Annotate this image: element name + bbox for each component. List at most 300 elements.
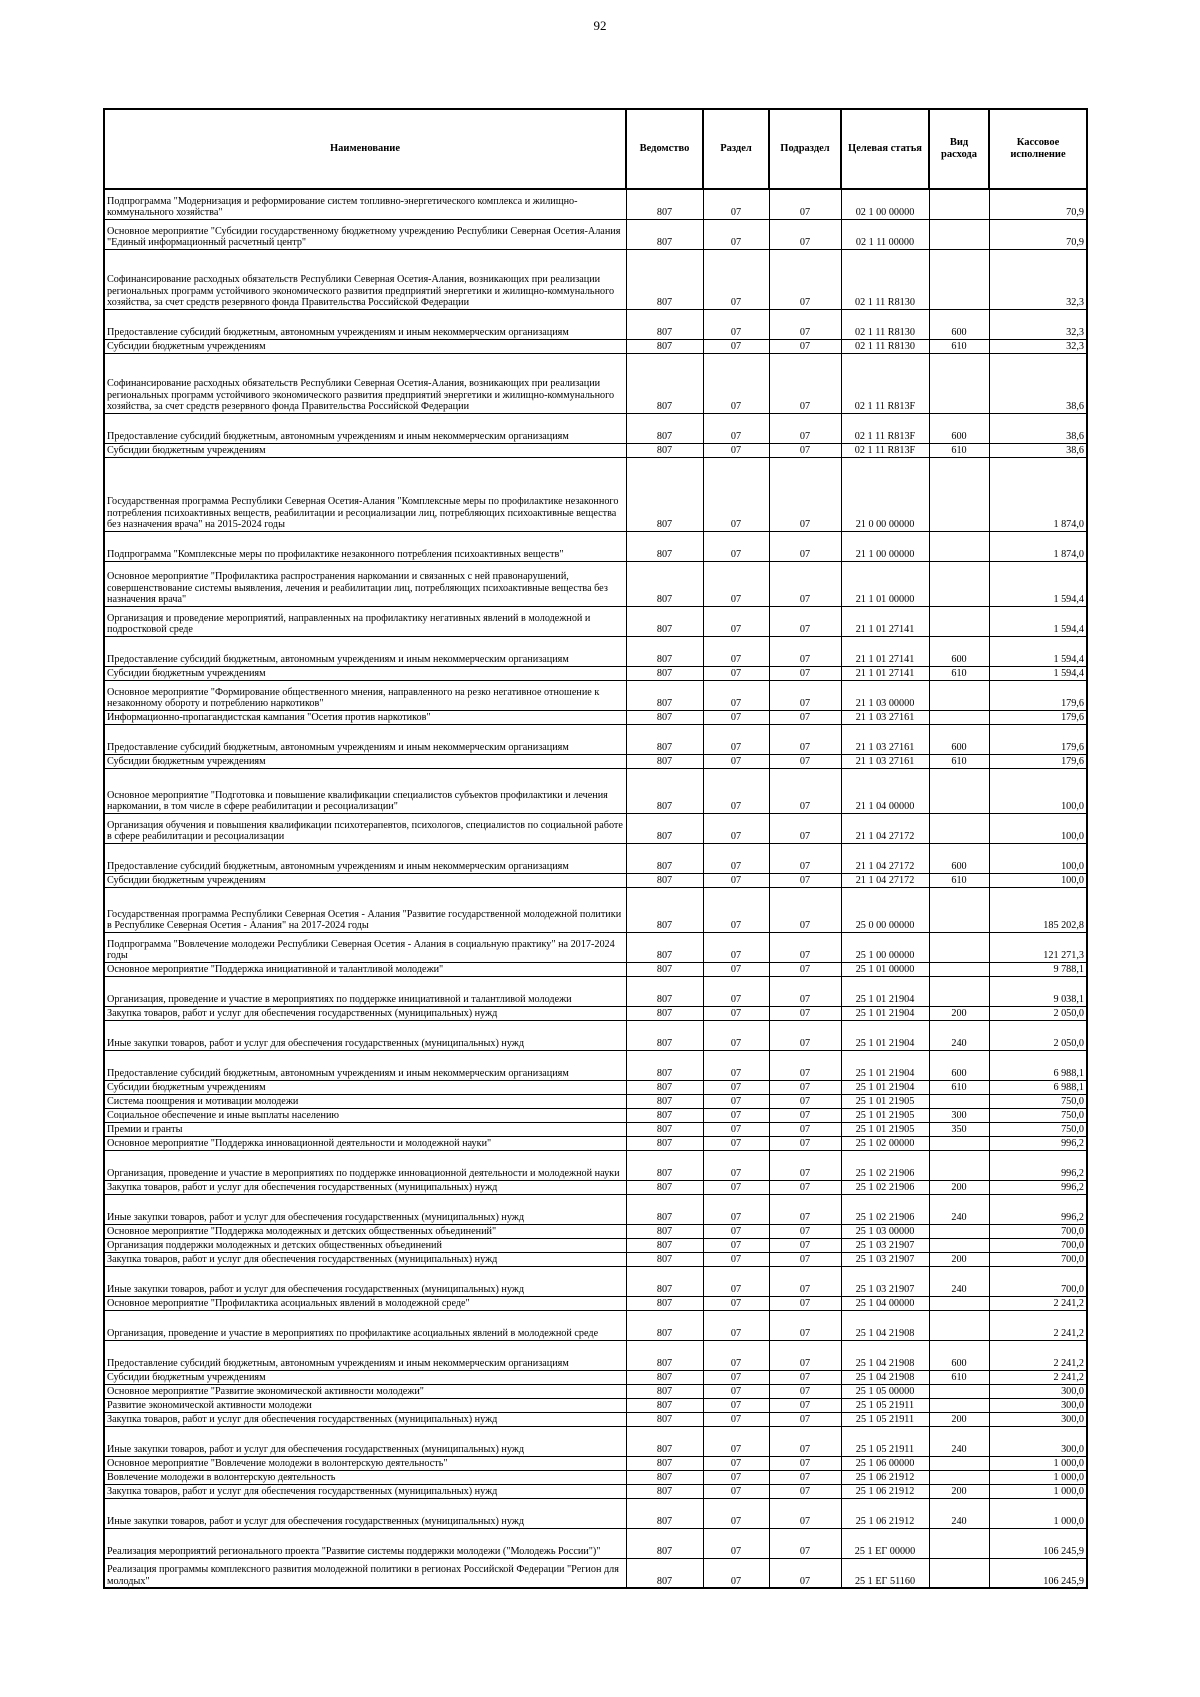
row-expense-type: 240 — [929, 1020, 989, 1050]
row-expense-type: 610 — [929, 443, 989, 457]
row-amount: 1 594,4 — [989, 666, 1087, 680]
row-amount: 38,6 — [989, 353, 1087, 413]
row-amount: 300,0 — [989, 1398, 1087, 1412]
row-subsection: 07 — [769, 724, 841, 754]
row-department: 807 — [626, 1050, 703, 1080]
row-target-article: 25 1 01 21905 — [841, 1122, 929, 1136]
row-name: Субсидии бюджетным учреждениям — [104, 1080, 626, 1094]
row-department: 807 — [626, 768, 703, 813]
row-name: Основное мероприятие "Вовлечение молодежи в волонтерскую деятельность" — [104, 1456, 626, 1470]
row-amount: 1 874,0 — [989, 457, 1087, 531]
row-amount: 38,6 — [989, 443, 1087, 457]
row-name: Организация, проведение и участие в мероприятиях по поддержке инновационной деятельности и молодежной науки — [104, 1150, 626, 1180]
table-row — [104, 710, 1087, 724]
row-section: 07 — [703, 1340, 769, 1370]
row-name: Субсидии бюджетным учреждениям — [104, 666, 626, 680]
row-expense-type — [929, 962, 989, 976]
row-expense-type: 240 — [929, 1194, 989, 1224]
row-expense-type — [929, 1528, 989, 1558]
row-expense-type — [929, 249, 989, 309]
table-row — [104, 1252, 1087, 1266]
row-subsection: 07 — [769, 1498, 841, 1528]
row-name: Предоставление субсидий бюджетным, автономным учреждениям и иным некоммерческим организациям — [104, 1340, 626, 1370]
row-department: 807 — [626, 189, 703, 219]
row-section: 07 — [703, 1150, 769, 1180]
row-subsection: 07 — [769, 1484, 841, 1498]
row-amount: 2 241,2 — [989, 1296, 1087, 1310]
header-department: Ведомство — [626, 109, 703, 189]
row-expense-type — [929, 1150, 989, 1180]
table-row — [104, 1528, 1087, 1558]
row-amount: 100,0 — [989, 843, 1087, 873]
table-row — [104, 457, 1087, 531]
row-expense-type: 610 — [929, 339, 989, 353]
row-target-article: 21 1 03 00000 — [841, 680, 929, 710]
row-expense-type — [929, 1456, 989, 1470]
row-department: 807 — [626, 1266, 703, 1296]
table-row — [104, 1238, 1087, 1252]
row-expense-type — [929, 1558, 989, 1588]
row-subsection: 07 — [769, 531, 841, 561]
row-target-article: 25 1 01 21904 — [841, 976, 929, 1006]
row-department: 807 — [626, 873, 703, 887]
row-subsection: 07 — [769, 754, 841, 768]
row-section: 07 — [703, 1006, 769, 1020]
row-section: 07 — [703, 309, 769, 339]
row-section: 07 — [703, 1384, 769, 1398]
row-subsection: 07 — [769, 1094, 841, 1108]
row-subsection: 07 — [769, 1412, 841, 1426]
row-target-article: 25 1 04 21908 — [841, 1310, 929, 1340]
row-subsection: 07 — [769, 1180, 841, 1194]
row-expense-type: 600 — [929, 1050, 989, 1080]
row-name: Субсидии бюджетным учреждениям — [104, 339, 626, 353]
row-subsection: 07 — [769, 1426, 841, 1456]
row-amount: 1 594,4 — [989, 636, 1087, 666]
row-amount: 9 038,1 — [989, 976, 1087, 1006]
table-row — [104, 1470, 1087, 1484]
row-subsection: 07 — [769, 1398, 841, 1412]
row-subsection: 07 — [769, 1108, 841, 1122]
table-row — [104, 976, 1087, 1006]
table-row — [104, 1426, 1087, 1456]
row-amount: 996,2 — [989, 1180, 1087, 1194]
row-name: Основное мероприятие "Поддержка инициативной и талантливой молодежи" — [104, 962, 626, 976]
row-target-article: 02 1 11 R813F — [841, 413, 929, 443]
row-expense-type — [929, 1398, 989, 1412]
row-name: Основное мероприятие "Профилактика распространения наркомании и связанных с ней правонарушений, совершенствование системы выявления, лечения и реабилитации лиц, потребляющих психоактивные вещества без назначения врача" — [104, 561, 626, 606]
row-section: 07 — [703, 1094, 769, 1108]
row-subsection: 07 — [769, 1470, 841, 1484]
table-row — [104, 754, 1087, 768]
row-section: 07 — [703, 1266, 769, 1296]
row-section: 07 — [703, 1180, 769, 1194]
row-subsection: 07 — [769, 1080, 841, 1094]
row-department: 807 — [626, 1194, 703, 1224]
row-name: Основное мероприятие "Развитие экономической активности молодежи" — [104, 1384, 626, 1398]
row-section: 07 — [703, 976, 769, 1006]
row-section: 07 — [703, 710, 769, 724]
table-row — [104, 1370, 1087, 1384]
row-subsection: 07 — [769, 1340, 841, 1370]
row-amount: 121 271,3 — [989, 932, 1087, 962]
row-subsection: 07 — [769, 606, 841, 636]
row-amount: 179,6 — [989, 710, 1087, 724]
row-expense-type — [929, 1136, 989, 1150]
row-section: 07 — [703, 219, 769, 249]
table-row — [104, 1194, 1087, 1224]
row-subsection: 07 — [769, 1006, 841, 1020]
row-name: Премии и гранты — [104, 1122, 626, 1136]
table-row — [104, 1412, 1087, 1426]
table-row — [104, 1108, 1087, 1122]
row-target-article: 21 1 01 27141 — [841, 606, 929, 636]
row-department: 807 — [626, 1136, 703, 1150]
row-name: Вовлечение молодежи в волонтерскую деятельность — [104, 1470, 626, 1484]
row-target-article: 25 1 04 21908 — [841, 1340, 929, 1370]
row-target-article: 21 1 00 00000 — [841, 531, 929, 561]
row-section: 07 — [703, 1194, 769, 1224]
table-row — [104, 1266, 1087, 1296]
row-department: 807 — [626, 443, 703, 457]
row-name: Организация, проведение и участие в мероприятиях по профилактике асоциальных явлений в молодежной среде — [104, 1310, 626, 1340]
table-row — [104, 531, 1087, 561]
row-name: Предоставление субсидий бюджетным, автономным учреждениям и иным некоммерческим организациям — [104, 413, 626, 443]
row-section: 07 — [703, 606, 769, 636]
row-name: Основное мероприятие "Формирование общественного мнения, направленного на резко негативное отношение к незаконному обороту и потреблению наркотиков" — [104, 680, 626, 710]
row-subsection: 07 — [769, 1150, 841, 1180]
row-department: 807 — [626, 1020, 703, 1050]
row-target-article: 25 1 05 00000 — [841, 1384, 929, 1398]
row-expense-type: 300 — [929, 1108, 989, 1122]
row-department: 807 — [626, 1238, 703, 1252]
row-target-article: 21 1 04 27172 — [841, 843, 929, 873]
row-department: 807 — [626, 1094, 703, 1108]
row-department: 807 — [626, 1122, 703, 1136]
row-expense-type: 600 — [929, 724, 989, 754]
row-name: Иные закупки товаров, работ и услуг для обеспечения государственных (муниципальных) нужд — [104, 1426, 626, 1456]
row-section: 07 — [703, 843, 769, 873]
row-name: Основное мероприятие "Поддержка молодежных и детских общественных объединений" — [104, 1224, 626, 1238]
row-subsection: 07 — [769, 873, 841, 887]
row-amount: 1 594,4 — [989, 561, 1087, 606]
row-section: 07 — [703, 1080, 769, 1094]
row-name: Иные закупки товаров, работ и услуг для обеспечения государственных (муниципальных) нужд — [104, 1498, 626, 1528]
row-subsection: 07 — [769, 666, 841, 680]
header-name: Наименование — [104, 109, 626, 189]
row-expense-type: 200 — [929, 1484, 989, 1498]
row-amount: 1 874,0 — [989, 531, 1087, 561]
row-expense-type: 610 — [929, 1370, 989, 1384]
row-amount: 996,2 — [989, 1150, 1087, 1180]
row-department: 807 — [626, 680, 703, 710]
row-expense-type: 610 — [929, 873, 989, 887]
row-department: 807 — [626, 1224, 703, 1238]
row-amount: 1 000,0 — [989, 1498, 1087, 1528]
row-target-article: 25 1 06 00000 — [841, 1456, 929, 1470]
row-name: Субсидии бюджетным учреждениям — [104, 873, 626, 887]
row-section: 07 — [703, 1398, 769, 1412]
header-target-article: Целевая статья — [841, 109, 929, 189]
header-expense-type: Вид расхода — [929, 109, 989, 189]
row-section: 07 — [703, 457, 769, 531]
row-subsection: 07 — [769, 1020, 841, 1050]
row-section: 07 — [703, 531, 769, 561]
row-target-article: 25 1 01 21904 — [841, 1050, 929, 1080]
row-name: Предоставление субсидий бюджетным, автономным учреждениям и иным некоммерческим организациям — [104, 309, 626, 339]
row-department: 807 — [626, 636, 703, 666]
row-name: Основное мероприятие "Подготовка и повышение квалификации специалистов субъектов профилактики и лечения наркомании, в том числе в сфере реабилитации и ресоциализации" — [104, 768, 626, 813]
row-section: 07 — [703, 768, 769, 813]
row-subsection: 07 — [769, 1296, 841, 1310]
row-section: 07 — [703, 1484, 769, 1498]
row-amount: 100,0 — [989, 813, 1087, 843]
row-expense-type — [929, 932, 989, 962]
table-row — [104, 636, 1087, 666]
row-expense-type: 240 — [929, 1498, 989, 1528]
row-department: 807 — [626, 1296, 703, 1310]
table-row — [104, 353, 1087, 413]
row-subsection: 07 — [769, 887, 841, 932]
row-amount: 6 988,1 — [989, 1050, 1087, 1080]
row-amount: 70,9 — [989, 219, 1087, 249]
table-row — [104, 339, 1087, 353]
row-subsection: 07 — [769, 219, 841, 249]
row-expense-type — [929, 976, 989, 1006]
row-name: Организация, проведение и участие в мероприятиях по поддержке инициативной и талантливой молодежи — [104, 976, 626, 1006]
table-body — [104, 189, 1087, 1588]
row-expense-type: 600 — [929, 636, 989, 666]
row-department: 807 — [626, 1310, 703, 1340]
row-target-article: 02 1 00 00000 — [841, 189, 929, 219]
row-amount: 996,2 — [989, 1136, 1087, 1150]
row-section: 07 — [703, 1238, 769, 1252]
row-name: Подпрограмма "Вовлечение молодежи Республики Северная Осетия - Алания в социальную практику" на 2017-2024 годы — [104, 932, 626, 962]
row-subsection: 07 — [769, 443, 841, 457]
table-row — [104, 962, 1087, 976]
table-row — [104, 1398, 1087, 1412]
row-amount: 106 245,9 — [989, 1558, 1087, 1588]
row-subsection: 07 — [769, 843, 841, 873]
row-department: 807 — [626, 1252, 703, 1266]
row-section: 07 — [703, 932, 769, 962]
row-subsection: 07 — [769, 249, 841, 309]
row-expense-type — [929, 1310, 989, 1340]
row-name: Основное мероприятие "Поддержка инновационной деятельности и молодежной науки" — [104, 1136, 626, 1150]
table-row — [104, 1296, 1087, 1310]
row-section: 07 — [703, 189, 769, 219]
row-name: Государственная программа Республики Северная Осетия - Алания "Развитие государственной молодежной политики в Республике Северная Осетия - Алания" на 2017-2024 годы — [104, 887, 626, 932]
row-name: Иные закупки товаров, работ и услуг для обеспечения государственных (муниципальных) нужд — [104, 1266, 626, 1296]
row-target-article: 25 1 01 21904 — [841, 1020, 929, 1050]
header-subsection: Подраздел — [769, 109, 841, 189]
row-department: 807 — [626, 1398, 703, 1412]
row-subsection: 07 — [769, 932, 841, 962]
row-amount: 32,3 — [989, 339, 1087, 353]
row-department: 807 — [626, 309, 703, 339]
row-section: 07 — [703, 1136, 769, 1150]
row-department: 807 — [626, 1150, 703, 1180]
row-target-article: 25 1 06 21912 — [841, 1484, 929, 1498]
table-row — [104, 1224, 1087, 1238]
row-expense-type — [929, 1296, 989, 1310]
budget-table — [103, 108, 1088, 1589]
row-target-article: 25 1 EГ 51160 — [841, 1558, 929, 1588]
row-amount: 2 050,0 — [989, 1006, 1087, 1020]
row-amount: 179,6 — [989, 754, 1087, 768]
row-subsection: 07 — [769, 636, 841, 666]
row-name: Иные закупки товаров, работ и услуг для обеспечения государственных (муниципальных) нужд — [104, 1020, 626, 1050]
row-expense-type — [929, 887, 989, 932]
row-name: Система поощрения и мотивации молодежи — [104, 1094, 626, 1108]
row-target-article: 25 1 01 00000 — [841, 962, 929, 976]
row-amount: 2 241,2 — [989, 1310, 1087, 1340]
row-department: 807 — [626, 1470, 703, 1484]
row-section: 07 — [703, 636, 769, 666]
row-department: 807 — [626, 1108, 703, 1122]
row-amount: 2 241,2 — [989, 1340, 1087, 1370]
table-row — [104, 1456, 1087, 1470]
row-amount: 38,6 — [989, 413, 1087, 443]
row-target-article: 02 1 11 R813F — [841, 353, 929, 413]
row-section: 07 — [703, 1558, 769, 1588]
row-subsection: 07 — [769, 1384, 841, 1398]
table-row — [104, 666, 1087, 680]
row-department: 807 — [626, 1528, 703, 1558]
table-row — [104, 873, 1087, 887]
row-subsection: 07 — [769, 353, 841, 413]
row-department: 807 — [626, 1370, 703, 1384]
row-subsection: 07 — [769, 413, 841, 443]
row-name: Основное мероприятие "Профилактика асоциальных явлений в молодежной среде" — [104, 1296, 626, 1310]
row-expense-type — [929, 680, 989, 710]
row-section: 07 — [703, 561, 769, 606]
row-expense-type: 200 — [929, 1180, 989, 1194]
row-name: Подпрограмма "Модернизация и реформирование систем топливно-энергетического комплекса и жилищно-коммунального хозяйства" — [104, 189, 626, 219]
row-expense-type — [929, 219, 989, 249]
row-target-article: 25 1 02 21906 — [841, 1194, 929, 1224]
row-target-article: 25 1 06 21912 — [841, 1498, 929, 1528]
table-row — [104, 1310, 1087, 1340]
table-row — [104, 1020, 1087, 1050]
row-department: 807 — [626, 1384, 703, 1398]
row-target-article: 25 1 03 21907 — [841, 1266, 929, 1296]
header-cash-execution: Кассовое исполнение — [989, 109, 1087, 189]
row-amount: 700,0 — [989, 1238, 1087, 1252]
row-expense-type: 200 — [929, 1252, 989, 1266]
row-name: Предоставление субсидий бюджетным, автономным учреждениям и иным некоммерческим организациям — [104, 843, 626, 873]
row-department: 807 — [626, 531, 703, 561]
row-name: Закупка товаров, работ и услуг для обеспечения государственных (муниципальных) нужд — [104, 1252, 626, 1266]
row-name: Иные закупки товаров, работ и услуг для обеспечения государственных (муниципальных) нужд — [104, 1194, 626, 1224]
row-subsection: 07 — [769, 680, 841, 710]
row-subsection: 07 — [769, 768, 841, 813]
row-subsection: 07 — [769, 457, 841, 531]
row-department: 807 — [626, 887, 703, 932]
row-department: 807 — [626, 1412, 703, 1426]
row-expense-type: 350 — [929, 1122, 989, 1136]
row-target-article: 21 1 01 27141 — [841, 636, 929, 666]
row-section: 07 — [703, 873, 769, 887]
table-row — [104, 1498, 1087, 1528]
row-target-article: 25 1 01 21905 — [841, 1108, 929, 1122]
row-expense-type — [929, 1238, 989, 1252]
row-subsection: 07 — [769, 339, 841, 353]
row-subsection: 07 — [769, 1122, 841, 1136]
table-row — [104, 249, 1087, 309]
table-row — [104, 932, 1087, 962]
row-department: 807 — [626, 1180, 703, 1194]
row-name: Основное мероприятие "Субсидии государственному бюджетному учреждению Республики Северная Осетия-Алания "Единый информационный расчетный центр" — [104, 219, 626, 249]
row-department: 807 — [626, 413, 703, 443]
row-department: 807 — [626, 962, 703, 976]
table-row — [104, 443, 1087, 457]
table-header — [104, 109, 1087, 189]
row-subsection: 07 — [769, 1252, 841, 1266]
table-row — [104, 1094, 1087, 1108]
row-subsection: 07 — [769, 1050, 841, 1080]
row-expense-type: 610 — [929, 666, 989, 680]
row-expense-type: 600 — [929, 413, 989, 443]
row-amount: 9 788,1 — [989, 962, 1087, 976]
row-amount: 100,0 — [989, 873, 1087, 887]
row-name: Государственная программа Республики Северная Осетия-Алания "Комплексные меры по профилактике незаконного потребления психоактивных веществ, реабилитации и ресоциализации лиц, потребляющих психоактивные вещества без назначения врача" на 2015-2024 годы — [104, 457, 626, 531]
row-target-article: 21 1 03 27161 — [841, 710, 929, 724]
row-department: 807 — [626, 976, 703, 1006]
row-section: 07 — [703, 724, 769, 754]
row-name: Субсидии бюджетным учреждениям — [104, 754, 626, 768]
row-amount: 700,0 — [989, 1266, 1087, 1296]
row-section: 07 — [703, 1108, 769, 1122]
row-expense-type: 200 — [929, 1006, 989, 1020]
row-target-article: 25 1 05 21911 — [841, 1412, 929, 1426]
row-expense-type — [929, 1224, 989, 1238]
row-section: 07 — [703, 249, 769, 309]
row-expense-type: 240 — [929, 1426, 989, 1456]
row-department: 807 — [626, 1340, 703, 1370]
row-target-article: 25 1 EГ 00000 — [841, 1528, 929, 1558]
row-name: Предоставление субсидий бюджетным, автономным учреждениям и иным некоммерческим организациям — [104, 1050, 626, 1080]
row-target-article: 02 1 11 00000 — [841, 219, 929, 249]
row-amount: 300,0 — [989, 1426, 1087, 1456]
row-amount: 1 000,0 — [989, 1456, 1087, 1470]
table-row — [104, 1136, 1087, 1150]
row-expense-type: 610 — [929, 1080, 989, 1094]
row-subsection: 07 — [769, 1266, 841, 1296]
row-amount: 106 245,9 — [989, 1528, 1087, 1558]
row-subsection: 07 — [769, 1238, 841, 1252]
row-department: 807 — [626, 1498, 703, 1528]
table-row — [104, 1122, 1087, 1136]
row-expense-type — [929, 353, 989, 413]
row-expense-type: 240 — [929, 1266, 989, 1296]
row-name: Закупка товаров, работ и услуг для обеспечения государственных (муниципальных) нужд — [104, 1484, 626, 1498]
row-subsection: 07 — [769, 561, 841, 606]
table-row — [104, 724, 1087, 754]
row-target-article: 21 1 04 00000 — [841, 768, 929, 813]
row-amount: 2 050,0 — [989, 1020, 1087, 1050]
row-department: 807 — [626, 249, 703, 309]
row-section: 07 — [703, 443, 769, 457]
row-target-article: 21 1 01 27141 — [841, 666, 929, 680]
row-amount: 750,0 — [989, 1094, 1087, 1108]
row-department: 807 — [626, 219, 703, 249]
row-expense-type — [929, 189, 989, 219]
row-department: 807 — [626, 932, 703, 962]
row-subsection: 07 — [769, 1370, 841, 1384]
row-amount: 750,0 — [989, 1122, 1087, 1136]
row-name: Информационно-пропагандистская кампания "Осетия против наркотиков" — [104, 710, 626, 724]
